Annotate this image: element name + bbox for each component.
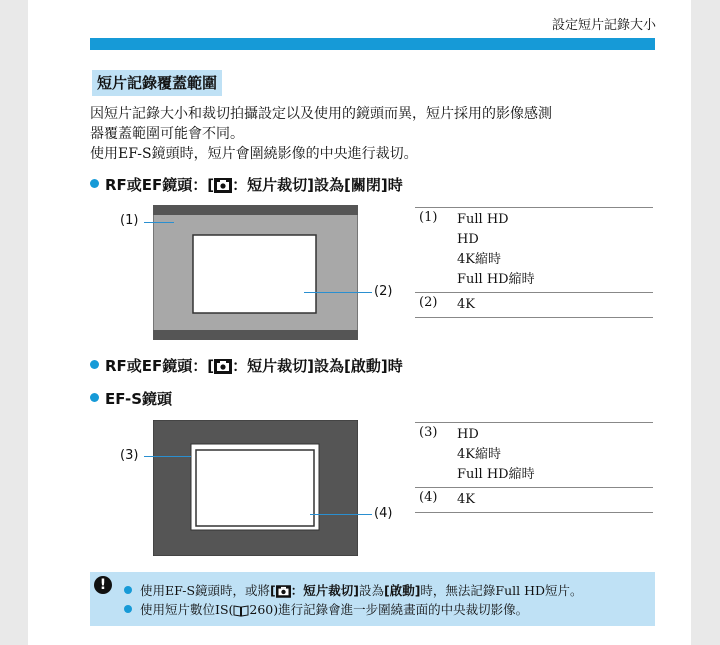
table-row: (4) 4K — [415, 487, 653, 513]
camera-icon — [214, 178, 232, 193]
table-row: (1) Full HD HD 4K縮時 Full HD縮時 — [415, 207, 653, 292]
bullet-icon — [90, 179, 99, 188]
note-item-1: 使用EF-S鏡頭時，或將[ ：短片裁切]設為[啟動]時，無法記錄Full HD短片。 — [124, 582, 583, 600]
diagram-label-1: (1) — [120, 213, 139, 228]
intro-line-3: 使用EF-S鏡頭時，短片會圍繞影像的中央進行裁切。 — [90, 146, 418, 162]
camera-icon — [276, 585, 291, 598]
manual-page — [28, 0, 691, 645]
sensor-frame-diagram — [153, 420, 358, 556]
coverage-table-2 — [415, 422, 653, 513]
section-heading-crop-off: RF或EF鏡頭：[ ：短片裁切]設為[關閉]時 — [90, 174, 403, 196]
bullet-icon — [90, 360, 99, 369]
diagram-label-2: (2) — [374, 284, 393, 299]
bullet-icon — [124, 605, 132, 613]
leader-line-1 — [144, 222, 174, 223]
note-item-2: 使用短片數位IS( 260)進行記錄會進一步圍繞畫面的中央裁切影像。 — [124, 601, 528, 619]
coverage-table-1 — [415, 207, 653, 318]
bullet-icon — [124, 586, 132, 594]
bullet-icon — [90, 393, 99, 402]
camera-icon — [214, 359, 232, 374]
diagram-label-4: (4) — [374, 506, 393, 521]
sensor-frame-diagram — [153, 205, 358, 340]
intro-line-1: 因短片記錄大小和裁切拍攝設定以及使用的鏡頭而異，短片採用的影像感測 — [90, 106, 552, 122]
intro-paragraph — [90, 104, 670, 164]
page-title: 短片記錄覆蓋範圍 — [92, 70, 222, 96]
leader-line-3 — [144, 456, 191, 457]
section-header: 設定短片記錄大小 — [551, 18, 656, 33]
section-heading-ef-s: EF-S鏡頭 — [90, 388, 172, 410]
sensor-diagram-crop-off — [153, 205, 358, 344]
sensor-diagram-ef-s — [153, 420, 358, 560]
table-row: (2) 4K — [415, 292, 653, 318]
leader-line-2 — [304, 292, 372, 293]
book-reference-icon — [233, 605, 249, 617]
warning-icon: ! — [94, 576, 112, 594]
intro-line-2: 器覆蓋範圍可能會不同。 — [90, 126, 244, 142]
leader-line-4 — [310, 514, 372, 515]
diagram-label-3: (3) — [120, 448, 139, 463]
table-row: (3) HD 4K縮時 Full HD縮時 — [415, 422, 653, 487]
section-heading-crop-on: RF或EF鏡頭：[ ：短片裁切]設為[啟動]時 — [90, 355, 403, 377]
header-bar — [90, 38, 655, 50]
